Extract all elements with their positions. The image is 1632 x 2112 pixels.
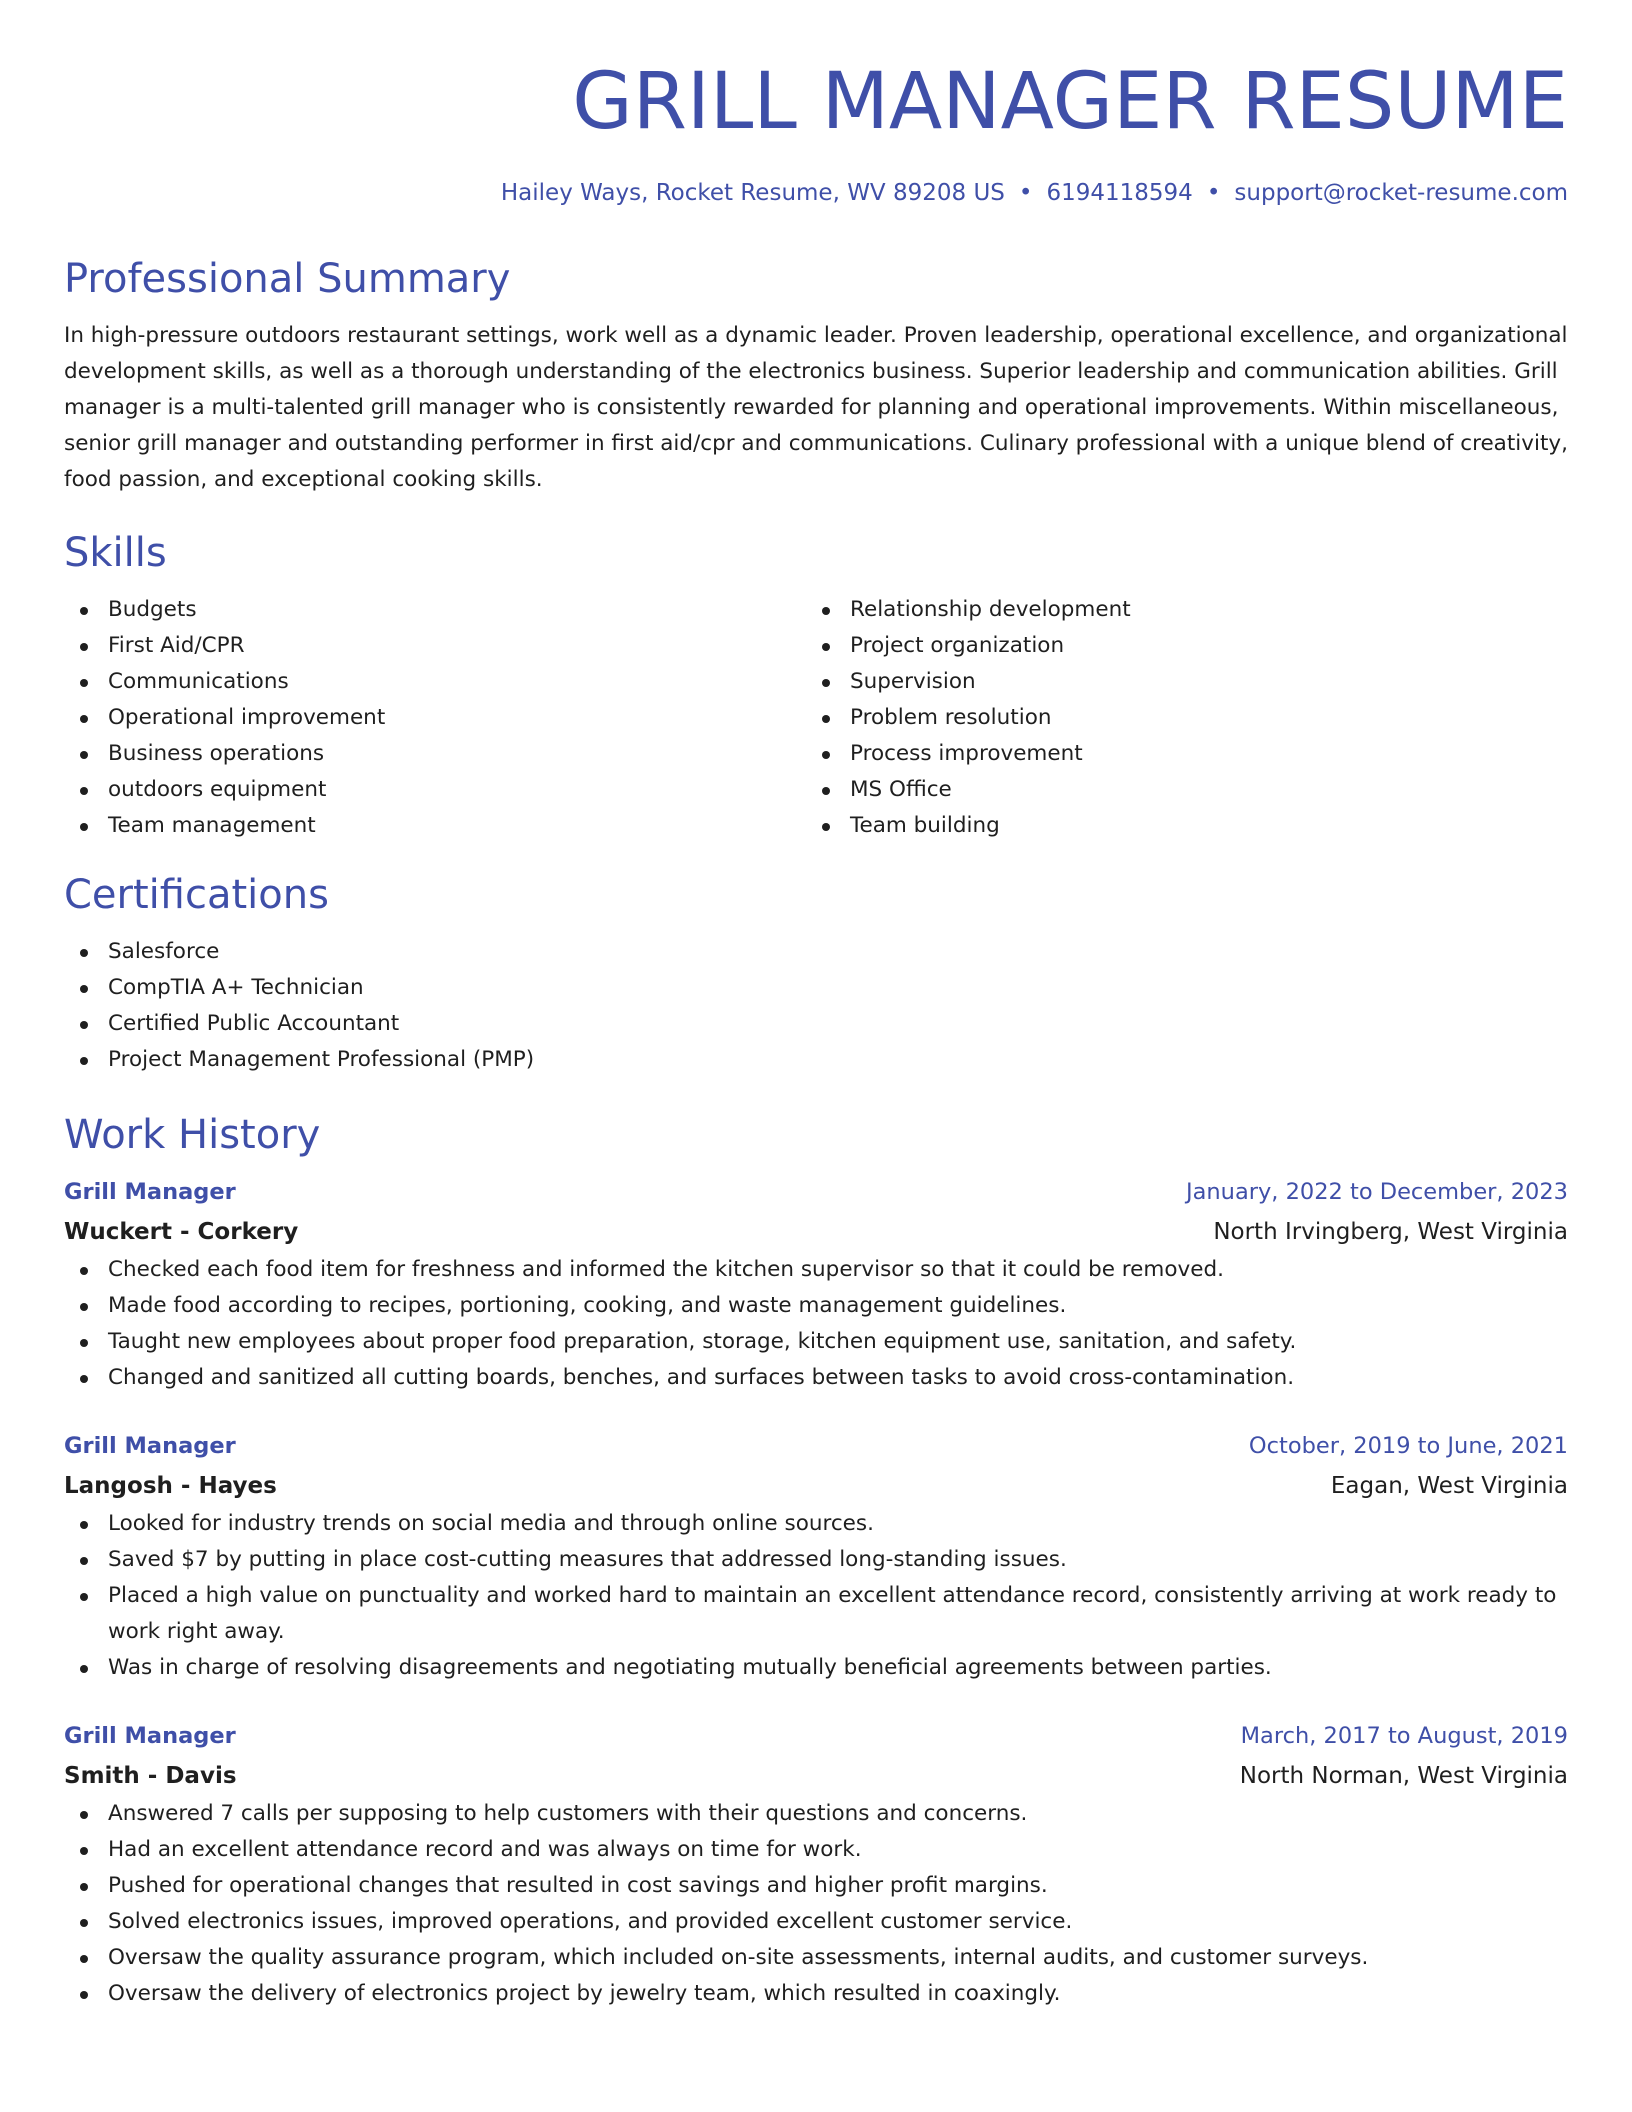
job-location: North Irvingberg, West Virginia	[1213, 1219, 1568, 1245]
skills-left-column	[64, 592, 806, 844]
job-entry	[64, 1426, 1568, 1686]
work-history-heading: Work History	[64, 1112, 321, 1158]
skill-item: Operational improvement	[64, 700, 806, 736]
certification-item: CompTIA A+ Technician	[64, 970, 1568, 1006]
skill-item: Budgets	[64, 592, 806, 628]
skill-item: outdoors equipment	[64, 772, 806, 808]
skill-item: First Aid/CPR	[64, 628, 806, 664]
job-duty: Was in charge of resolving disagreements and negotiating mutually beneficial agreements between parties.	[64, 1650, 1568, 1686]
job-company: Smith - Davis	[64, 1763, 237, 1789]
skill-item: MS Office	[806, 772, 1548, 808]
certification-item: Certified Public Accountant	[64, 1006, 1568, 1042]
skill-item: Problem resolution	[806, 700, 1548, 736]
certifications-list	[64, 934, 1568, 1078]
job-location: Eagan, West Virginia	[1330, 1473, 1568, 1499]
job-entry	[64, 1172, 1568, 1396]
summary-text: In high-pressure outdoors restaurant settings, work well as a dynamic leader. Proven leadership, operational excellence, and organizational development skills, as well as a thorough understanding of the electronics business. Superior leadership and communication abilities. Grill manager is a multi-talented grill manager who is consistently rewarded for planning and operational improvements. Within miscellaneous, senior grill manager and outstanding performer in first aid/cpr and communications. Culinary professional with a unique blend of creativity, food passion, and exceptional cooking skills.	[64, 323, 1568, 492]
contact-phone[interactable]: 6194118594	[1046, 180, 1193, 206]
job-duty: Had an excellent attendance record and was always on time for work.	[64, 1832, 1568, 1868]
job-company: Wuckert - Corkery	[64, 1219, 299, 1245]
skill-item: Team building	[806, 808, 1548, 844]
resume-title: GRILL MANAGER RESUME	[572, 57, 1568, 147]
job-duty: Oversaw the quality assurance program, which included on-site assessments, internal audits, and customer surveys.	[64, 1940, 1568, 1976]
job-title-row	[64, 1426, 1568, 1466]
skill-item: Supervision	[806, 664, 1548, 700]
job-dates: October, 2019 to June, 2021	[1248, 1433, 1568, 1459]
job-dates: March, 2017 to August, 2019	[1240, 1723, 1568, 1749]
skill-item: Process improvement	[806, 736, 1548, 772]
work-history-section	[64, 1110, 1568, 2012]
skills-section	[64, 528, 1568, 844]
job-duty: Changed and sanitized all cutting boards, benches, and surfaces between tasks to avoid cross-contamination.	[64, 1360, 1568, 1396]
certifications-section	[64, 870, 1568, 1078]
summary-heading: Professional Summary	[64, 256, 511, 302]
job-title: Grill Manager	[64, 1433, 236, 1459]
job-duty: Oversaw the delivery of electronics project by jewelry team, which resulted in coaxingly.	[64, 1976, 1568, 2012]
job-duties	[64, 1796, 1568, 2012]
skills-heading: Skills	[64, 530, 167, 576]
skill-item: Project organization	[806, 628, 1548, 664]
job-dates: January, 2022 to December, 2023	[1186, 1179, 1568, 1205]
job-duty: Made food according to recipes, portioning, cooking, and waste management guidelines.	[64, 1288, 1568, 1324]
job-duty: Looked for industry trends on social media and through online sources.	[64, 1506, 1568, 1542]
job-title: Grill Manager	[64, 1723, 236, 1749]
skill-item: Team management	[64, 808, 806, 844]
job-entry	[64, 1716, 1568, 2012]
contact-email[interactable]: support@rocket-resume.com	[1234, 180, 1568, 206]
resume-header	[64, 52, 1568, 208]
certifications-heading: Certifications	[64, 872, 329, 918]
job-company-row	[64, 1466, 1568, 1506]
skills-grid	[64, 592, 1568, 844]
contact-separator: •	[1206, 180, 1221, 206]
job-company-row	[64, 1756, 1568, 1796]
job-duties	[64, 1252, 1568, 1396]
contact-address: Hailey Ways, Rocket Resume, WV 89208 US	[500, 180, 1005, 206]
contact-separator: •	[1018, 180, 1033, 206]
certification-item: Salesforce	[64, 934, 1568, 970]
job-location: North Norman, West Virginia	[1239, 1763, 1568, 1789]
jobs-list	[64, 1172, 1568, 2012]
skill-item: Communications	[64, 664, 806, 700]
job-title-row	[64, 1716, 1568, 1756]
job-company-row	[64, 1212, 1568, 1252]
job-title-row	[64, 1172, 1568, 1212]
skill-item: Business operations	[64, 736, 806, 772]
job-duty: Pushed for operational changes that resulted in cost savings and higher profit margins.	[64, 1868, 1568, 1904]
job-duties	[64, 1506, 1568, 1686]
skill-item: Relationship development	[806, 592, 1548, 628]
skills-right-column	[806, 592, 1548, 844]
job-duty: Taught new employees about proper food preparation, storage, kitchen equipment use, sanitation, and safety.	[64, 1324, 1568, 1360]
job-duty: Checked each food item for freshness and informed the kitchen supervisor so that it could be removed.	[64, 1252, 1568, 1288]
resume-page	[64, 0, 1568, 2042]
job-duty: Placed a high value on punctuality and worked hard to maintain an excellent attendance record, consistently arriving at work ready to work right away.	[64, 1578, 1568, 1650]
contact-line	[64, 178, 1568, 208]
summary-section	[64, 254, 1568, 498]
job-title: Grill Manager	[64, 1179, 236, 1205]
job-company: Langosh - Hayes	[64, 1473, 277, 1499]
job-duty: Solved electronics issues, improved operations, and provided excellent customer service.	[64, 1904, 1568, 1940]
certification-item: Project Management Professional (PMP)	[64, 1042, 1568, 1078]
job-duty: Answered 7 calls per supposing to help customers with their questions and concerns.	[64, 1796, 1568, 1832]
job-duty: Saved $7 by putting in place cost-cutting measures that addressed long-standing issues.	[64, 1542, 1568, 1578]
